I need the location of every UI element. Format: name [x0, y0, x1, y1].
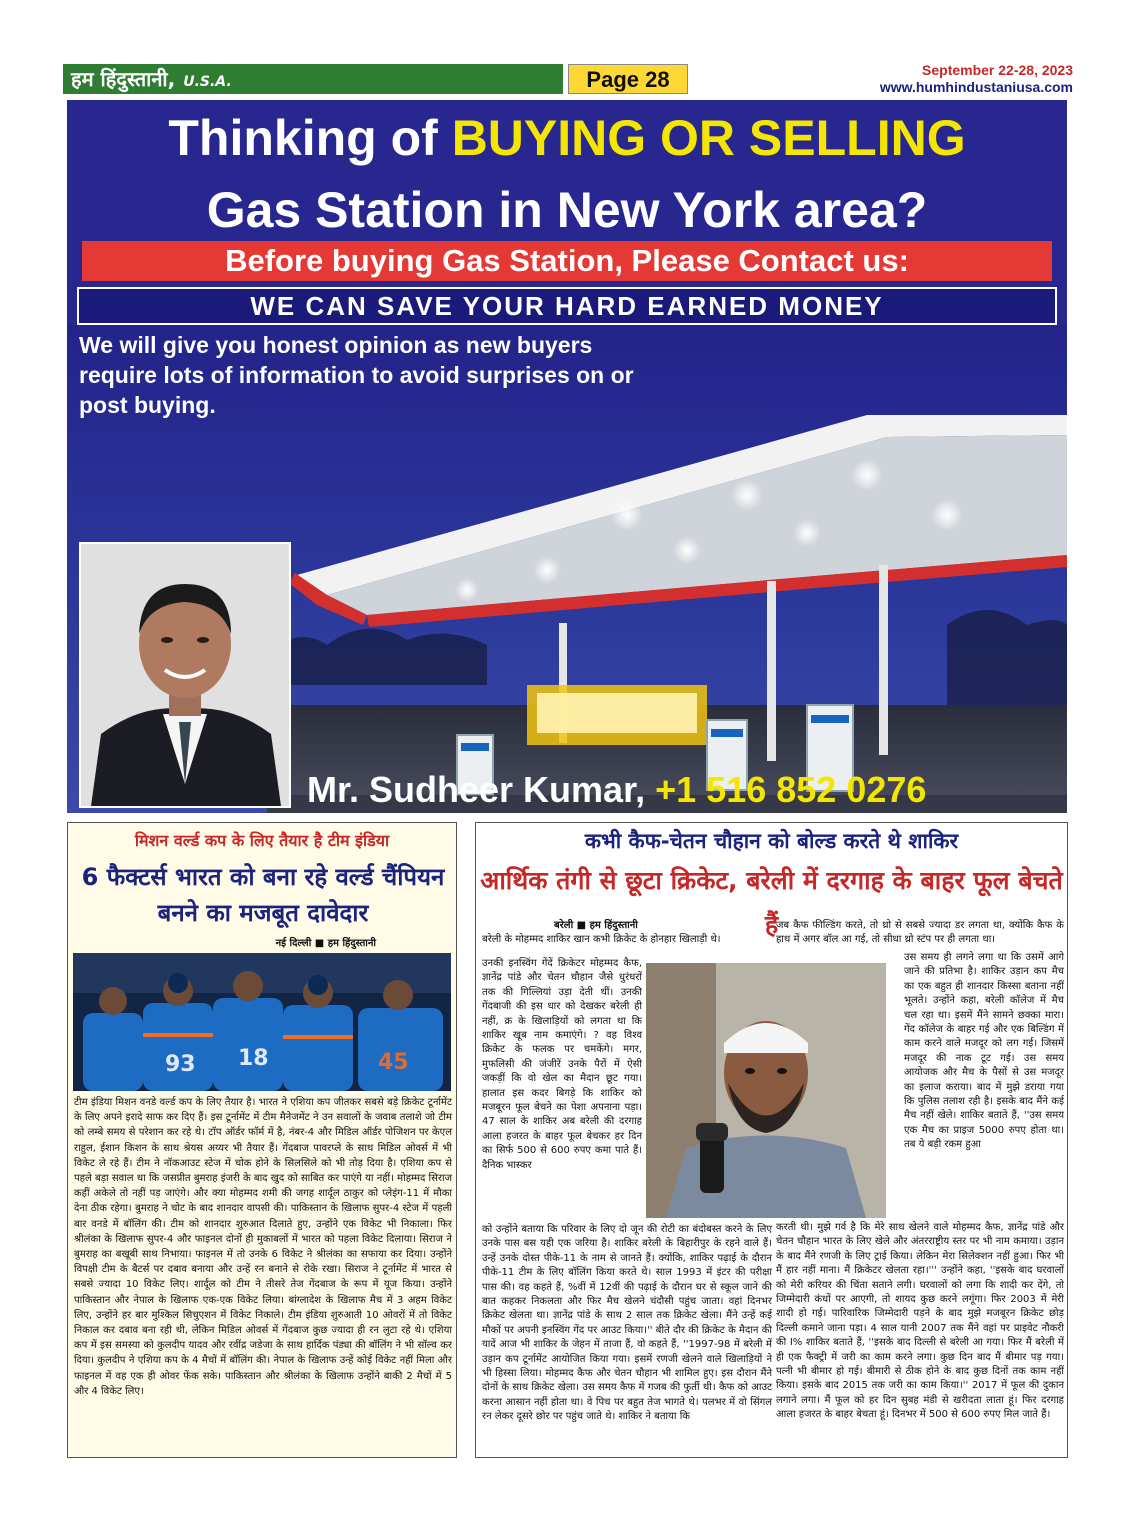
ad-headline-highlight: BUYING OR SELLING	[451, 110, 966, 166]
shakir-khan-story	[475, 822, 1068, 1458]
ad-contact-banner: Before buying Gas Station, Please Contact us:	[82, 241, 1052, 281]
website-url: www.humhindustaniusa.com	[879, 79, 1073, 95]
ad-body-text: We will give you honest opinion as new buyers require lots of information to avoid surprises on or post buying.	[79, 332, 634, 418]
shakir-portrait-photo	[646, 963, 886, 1218]
story-dateline: नई दिल्ली ■ हम हिंदुस्तानी	[275, 938, 376, 949]
gas-station-advertisement	[67, 100, 1067, 813]
ad-save-money-banner: WE CAN SAVE YOUR HARD EARNED MONEY	[77, 287, 1057, 325]
story-headline: आर्थिक तंगी से छूटा क्रिकेट, बरेली में दरगाह के बाहर फूल बेचते हैं	[480, 866, 1063, 939]
story-kicker: मिशन वर्ल्ड कप के लिए तैयार है टीम इंडिया	[134, 831, 390, 850]
ad-headline-prefix: Thinking of	[168, 110, 438, 166]
ad-headline-line1	[67, 108, 1067, 168]
newspaper-brand	[63, 64, 563, 94]
masthead	[63, 62, 1073, 96]
brand-name: हम हिंदुस्तानी,	[71, 67, 176, 91]
issue-date: September 22-28, 2023	[922, 62, 1073, 78]
story-headline: 6 फैक्टर्स भारत को बना रहे वर्ल्ड चैंपियन बनने का मजबूत दावेदार	[81, 863, 445, 927]
page-number: Page 28	[568, 64, 688, 94]
story-paragraph-right-wrap: उस समय ही लगने लगा था कि उसमें आगे जाने की प्रतिभा है। शाकिर उड़ान कप मैच का एक बहुत ही शानदार किस्सा बताना नहीं भूलते। उन्होंने कहा, बरेली कॉलेज में मैच चल रहा था। इसमें मैंने सामने छक्का मारा। गेंद कॉलेज के बाहर गई और एक बिल्डिंग में काम करने वाले मजदूर को लग गई। जिसमें मजदूर की नाक टूट गई। उस समय आयोजक और मैच के पैसों से उस मजदूर का इलाज कराया। बाद में मुझे डराया गया कि पुलिस तलाश रही है। इसके बाद मैंने कई मैच नहीं खेले। शाकिर बताते हैं, ''उस समय एक मैच का प्राइज 5000 रुपए होता था। तब ये बड़ी रकम हुआ	[904, 952, 1064, 1151]
ad-headline-line2: Gas Station in New York area?	[206, 182, 928, 238]
jersey-number-2: 18	[238, 1046, 269, 1071]
story-paragraph-right-top: जब कैफ फील्डिंग करते, तो थ्रो से सबसे ज्यादा डर लगता था, क्योंकि कैफ के हाथ में अगर बॉल आ गई, तो सीधा थ्रो स्टंप पर ही लगता था।	[776, 920, 1064, 946]
portrait-illustration	[81, 544, 289, 806]
team-celebration-illustration	[73, 953, 451, 1091]
brand-suffix: U.S.A.	[183, 74, 232, 90]
jersey-number-1: 93	[165, 1052, 196, 1077]
story-paragraph-intro: बरेली के मोहम्मद शाकिर खान कभी क्रिकेट के होनहार खिलाड़ी थे।	[482, 934, 721, 945]
story-paragraph-left-bottom: को उन्होंने बताया कि परिवार के लिए दो जून की रोटी का बंदोबस्त करने के लिए उनके पास बस यही एक जरिया है। शाकिर बरेली के बिहारीपुर के रहने वाले हैं। उन्हें उनके दोस्त पीके-11 के नाम से जानते हैं। क्योंकि, शाकिर पढ़ाई के दौरान पीके-11 टीम के लिए बॉलिंग किया करते थे। साल 1993 में इंटर की परीक्षा पास की। वह कहते हैं, %वीं में 12वीं की पढ़ाई के दौरान घर से स्कूल जाने की बात कहकर निकलता और फिर मैच खेलने चंदौसी पहुंच जाता। वहां दिनभर क्रिकेट खेलता था। ज्ञानेंद्र पांडे के साथ 2 साल तक क्रिकेट खेला। मैंने उन्हें कई मौकों पर अपनी इनस्विंग गेंद पर आउट किया।'' बीते दौर की क्रिकेट के मैदान की यादें आज भी शाकिर के जेहन में ताजा हैं, वो कहते हैं, ''1997-98 में बरेली में उड़ान कप टूर्नामेंट आयोजित किया गया। इसमें रणजी खेलने वाले खिलाड़ियों ने भी हिस्सा लिया। मोहम्मद कैफ और चेतन चौहान भी शामिल हुए। इस दौरान मैंने दोनों के साथ क्रिकेट खेला। उस समय कैफ में गजब की फुर्ती थी। कैफ को आउट करना आसान नहीं होता था। वे पिच पर बहुत तेज भागते थे। पलभर में वो सिंगल रन लेकर दूसरे छोर पर पहुंच जाते थे। शाकिर ने बताया कि	[482, 1224, 772, 1423]
jersey-number-3: 45	[378, 1050, 409, 1075]
team-india-photo	[73, 953, 451, 1091]
contact-name: Mr. Sudheer Kumar,	[307, 769, 646, 810]
story-kicker: कभी कैफ-चेतन चौहान को बोल्ड करते थे शाकिर	[584, 829, 959, 853]
shakir-portrait-illustration	[646, 963, 886, 1218]
contact-phone[interactable]: +1 516 852 0276	[655, 769, 927, 810]
ad-contact-line	[307, 768, 1067, 812]
story-dateline: बरेली ■ हम हिंदुस्तानी	[554, 920, 638, 931]
story-paragraph-right-bottom: करती थी। मुझे गर्व है कि मेरे साथ खेलने वाले मोहम्मद कैफ, ज्ञानेंद्र पांडे और चेतन चौहान भारत के लिए खेले और अंतरराष्ट्रीय स्तर पर भी नाम कमाया। उड़ान के बाद मैंने रणजी के लिए ट्राई किया। लेकिन मेरा सिलेक्शन नहीं हुआ। फिर भी मैं हार नहीं माना। मैं क्रिकेटर खेलता रहा।''' उन्होंने कहा, ''इसके बाद घरवालों को मेरी करियर की चिंता सताने लगी। घरवालों को लगा कि शादी कर देंगे, तो जिम्मेदारी कंधों पर आएगी, तो शायद कुछ करने लगूंगा। फिर 2003 में मेरी शादी हो गई। पारिवारिक जिम्मेदारी पड़ने के बाद मुझे मजबूरन क्रिकेट छोड़ दिल्ली कमाने जाना पड़ा। 4 साल यानी 2007 तक मैंने वहां पर प्राइवेट नौकरी की I% शाकिर बताते हैं, ''इसके बाद दिल्ली से बरेली आ गया। फिर मैं बरेली में ही एक फैक्ट्री में जरी का काम करने लगा। कुछ दिन बाद मैं बीमार पड़ गया। पत्नी भी बीमार हो गई। बीमारी से ठीक होने के बाद कुछ दिनों तक काम नहीं किया। इसके बाद 2015 तक जरी का काम किया।'' 2017 में फूल की दुकान लगाने लगा। मैं फूल को हर दिन सुबह मंडी से खरीदता लाता हूं। फिर दरगाह आला हजरत के बाहर बेचता हूं। दिनभर में 500 से 600 रुपए मिल जाते हैं।	[776, 1222, 1064, 1421]
advertiser-portrait	[79, 542, 291, 808]
cricket-world-cup-story	[67, 822, 457, 1458]
story-body: टीम इंडिया मिशन वनडे वर्ल्ड कप के लिए तैयार है। भारत ने एशिया कप जीतकर सबसे बड़े क्रिकेट टूर्नामेंट के लिए अपने इरादे साफ कर दिए हैं। इस टूर्नामेंट में टीम मैनेजमेंट ने उन सवालों के जवाब तलाशे जो टीम को लम्बे समय से परेशान कर रहे थे। टॉप ऑर्डर फॉर्म में है, नंबर-4 और मिडिल ऑर्डर पोजिशन पर केएल राहुल, ईशान किशन के साथ श्रेयस अय्यर भी तैयार हैं। गेंदबाज पावरप्ले के साथ मिडिल ओवर्स में भी विकेट ले रहे हैं। टीम ने नॉकआउट स्टेज में चोक होने के सिलसिले को भी तोड़ दिया है। एशिया कप से पहले बड़ा सवाल था कि जसप्रीत बुमराह इंजरी के बाद खुद को साबित कर पाएंगे या नहीं। मोहम्मद सिराज कहीं अकेले तो नहीं पड़ जाएंगे। और क्या मोहम्मद शमी की जगह शार्दूल ठाकुर को प्लेइंग-11 में मौका देना ठीक रहेगा। बुमराह ने चोट के बाद शानदार वापसी की। पाकिस्तान के खिलाफ सुपर-4 स्टेज में पहली बार वनडे में बॉलिंग की। टीम को शानदार शुरुआत दिलाते हुए, उन्होंने एक विकेट भी निकाला। फिर श्रीलंका के खिलाफ सुपर-4 और फाइनल दोनों ही मुकाबलों में भारत को पहला विकेट दिलाया। सिराज ने बुमराह का बखूबी साथ निभाया। फाइनल में तो उनके 6 विकेट ने श्रीलंका का सफाया कर दिया। उन्होंने विपक्षी टीम के बैटर्स पर दबाव बनाया और उन्हें रन बनाने से रोके रखा। सिराज ने टूर्नामेंट में भारत से सबसे ज्यादा 10 विकेट लिए। शार्दूल को टीम ने तीसरे तेज गेंदबाज के रूप में यूज किया। उन्होंने पाकिस्तान और नेपाल के खिलाफ एक-एक विकेट लिया। बांग्लादेश के खिलाफ मैच में 3 अहम विकेट लिए, उन्होंने हर बार मुश्किल सिचुएशन में विकेट निकाले। टीम इंडिया शुरुआती 10 ओवरों में तो विकेट निकाल कर दबाव बना रही थी, लेकिन मिडिल ओवर्स में गेंदबाज कुछ ज्यादा ही रन लुटा रहे थे। एशिया कप में इस समस्या को कुलदीप यादव और रवींद्र जडेजा के साथ हार्दिक पंड्या की बॉलिंग ने भी सॉल्व कर दिया। कुलदीप ने एशिया कप के 4 मैचों में बॉलिंग की। नेपाल के खिलाफ उन्हें कोई विकेट नहीं मिला और फाइनल में वह एक ही ओवर फेंक सके। पाकिस्तान और श्रीलंका के खिलाफ उन्होंने बाकी 2 मैचों में 5 और 4 विकेट लिए।	[74, 1097, 452, 1397]
story-paragraph-left-wrap: उनकी इनस्विंग गेंदें क्रिकेटर मोहम्मद कैफ, ज्ञानेंद्र पांडे और चेतन चौहान जैसे धुरंधरों तक की गिल्लियां उड़ा देती थीं। उनकी गेंदबाजी की इस धार को देखकर बरेली ही नहीं, क्र के खिलाड़ियों को लगता था कि शाकिर खूब नाम कमाएंगे। ? वह विश्व क्रिकेट के फलक पर चमकेंगे। मगर, मुफलिसी की जंजीरें उनके पैरों में ऐसी जकड़ीं कि वो खेल का मैदान छूट गया। हालात इस कदर बिगड़े कि शाकिर को मजबूरन फूल बेचने का पेशा अपनाना पड़ा। 47 साल के शाकिर अब बरेली की दरगाह आला हजरत के बाहर फूल बेचकर हर दिन का सिर्फ 500 से 600 रुपए कमा पाते हैं। दैनिक भास्कर	[482, 958, 642, 1171]
